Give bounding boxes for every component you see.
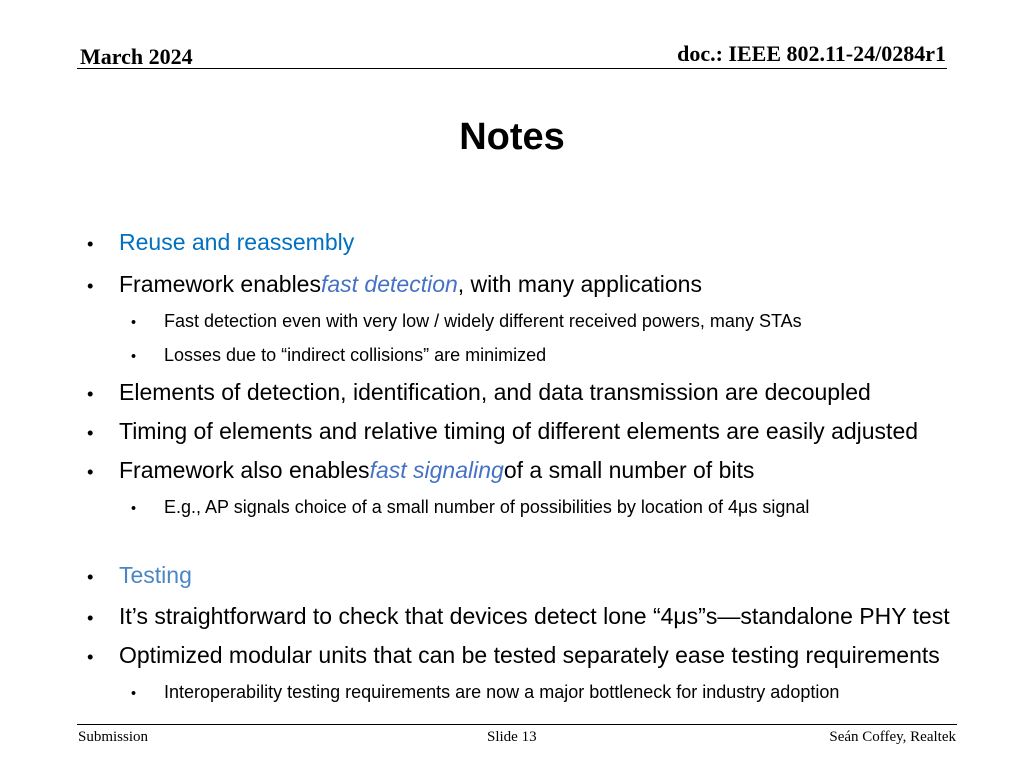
bullet-item	[87, 229, 354, 256]
header-doc-id: doc.: IEEE 802.11-24/0284r1	[677, 41, 946, 66]
bullet-item	[87, 271, 702, 298]
bullet-glyph: •	[131, 349, 137, 365]
sub-bullet-item	[131, 682, 839, 703]
bullet-glyph: •	[87, 275, 94, 296]
bullet-text: Reuse and reassembly	[119, 229, 355, 255]
footer-submission: Submission	[78, 729, 149, 745]
bullet-item	[87, 379, 871, 406]
bullet-text-post: , with many applications	[457, 271, 702, 297]
bullet-text: Elements of detection, identification, and data transmission are decoupled	[119, 379, 871, 405]
bullet-item	[87, 562, 192, 589]
bullet-text: Interoperability testing requirements are now a major bottleneck for industry adoption	[164, 682, 840, 702]
bullet-text-post: of a small number of bits	[503, 457, 755, 483]
header-divider	[77, 68, 947, 69]
footer-slide-number: Slide 13	[487, 729, 537, 745]
header-date: March 2024	[80, 44, 193, 69]
footer-divider	[77, 724, 957, 725]
bullet-item	[87, 457, 754, 484]
bullet-glyph: •	[87, 646, 94, 667]
bullet-glyph: •	[87, 566, 94, 587]
bullet-item	[87, 418, 918, 445]
bullet-emphasis: fast signaling	[369, 457, 504, 483]
bullet-glyph: •	[87, 607, 94, 628]
bullet-text: Optimized modular units that can be tested separately ease testing requirements	[119, 642, 940, 668]
bullet-glyph: •	[131, 686, 137, 702]
sub-bullet-item	[131, 345, 546, 366]
bullet-text-pre: Framework also enables	[119, 457, 370, 483]
bullet-item	[87, 642, 940, 669]
bullet-glyph: •	[131, 315, 137, 331]
bullet-text-pre: Framework enables	[119, 271, 321, 297]
bullet-text: Fast detection even with very low / widely different received powers, many STAs	[164, 311, 802, 331]
bullet-emphasis: fast detection	[320, 271, 458, 297]
bullet-glyph: •	[131, 501, 137, 517]
bullet-text: E.g., AP signals choice of a small number of possibilities by location of 4μs signal	[164, 497, 810, 517]
bullet-text: Testing	[119, 562, 192, 588]
bullet-text: It’s straightforward to check that devices detect lone “4μs”s—standalone PHY test	[119, 603, 950, 629]
bullet-glyph: •	[87, 422, 94, 443]
bullet-glyph: •	[87, 461, 94, 482]
sub-bullet-item	[131, 311, 802, 332]
footer-author: Seán Coffey, Realtek	[829, 729, 956, 745]
sub-bullet-item	[131, 497, 809, 518]
bullet-glyph: •	[87, 233, 94, 254]
bullet-item	[87, 603, 950, 630]
bullet-glyph: •	[87, 383, 94, 404]
bullet-text: Timing of elements and relative timing of different elements are easily adjusted	[119, 418, 919, 444]
bullet-text: Losses due to “indirect collisions” are minimized	[164, 345, 547, 365]
slide-title: Notes	[459, 116, 565, 158]
